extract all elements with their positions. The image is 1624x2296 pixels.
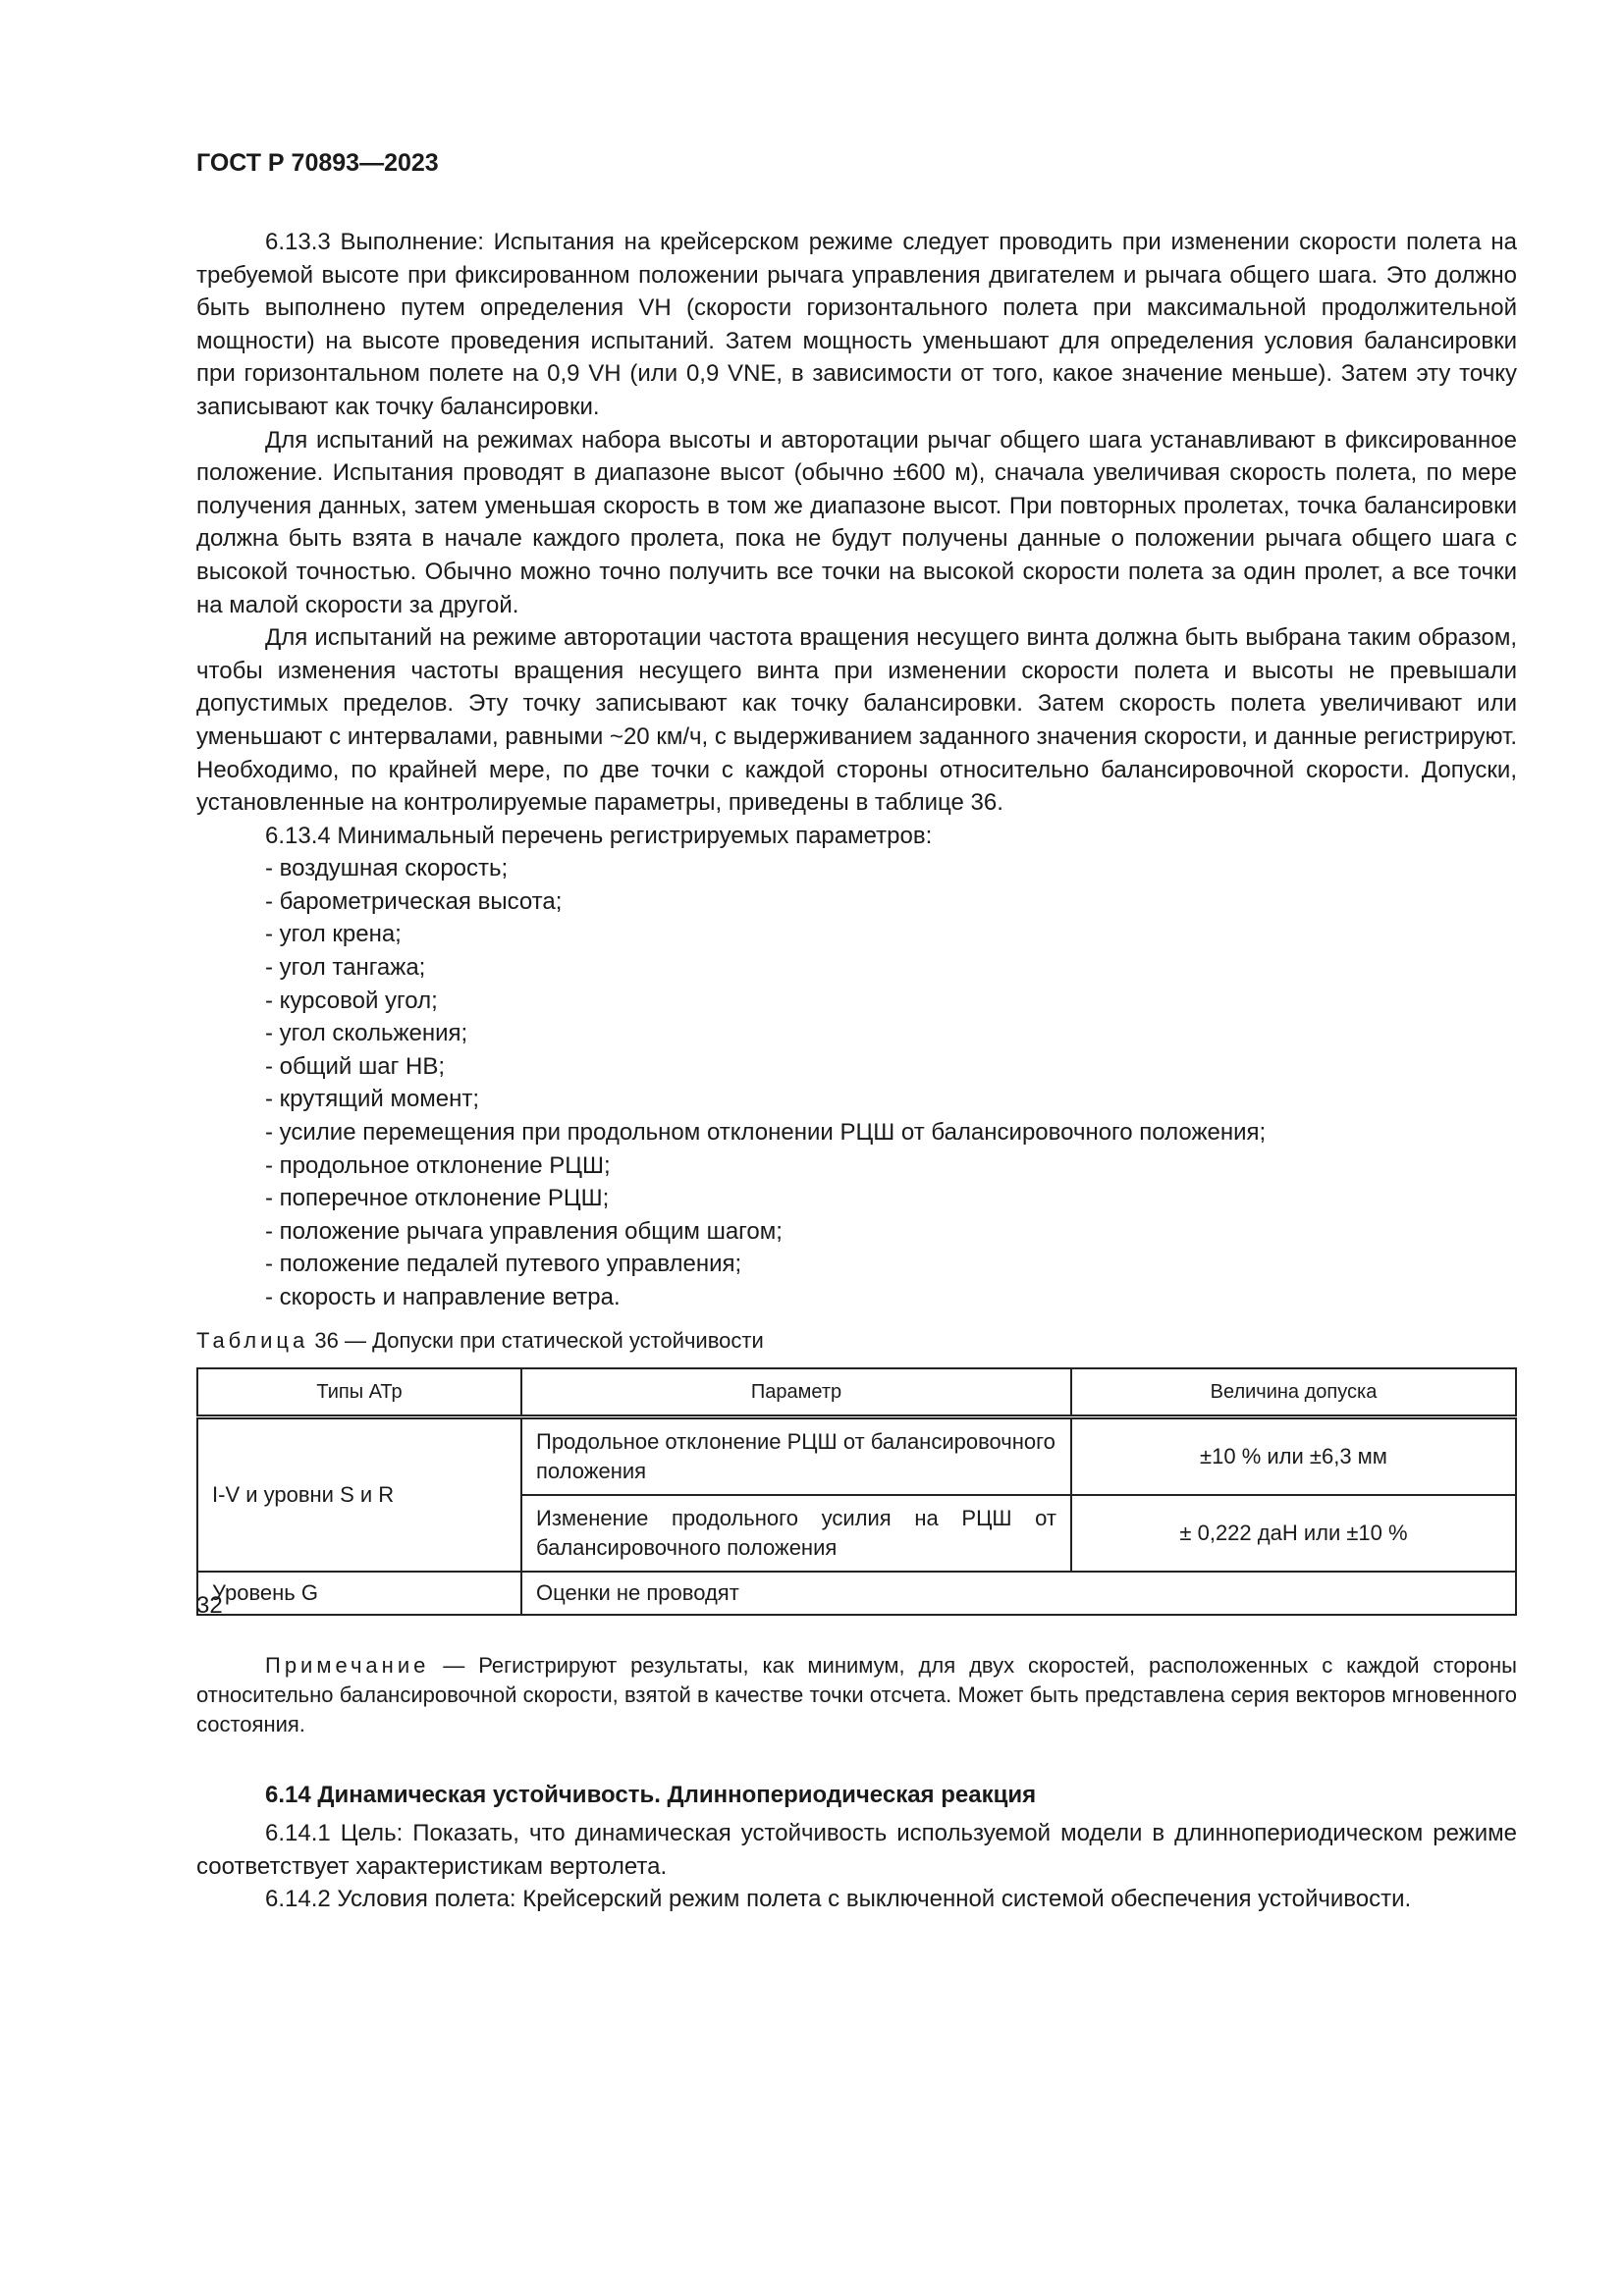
list-item: - продольное отклонение РЦШ; <box>265 1151 611 1179</box>
paragraph: Для испытаний на режимах набора высоты и авторотации рычаг общего шага устанавливают в фиксированное положение. Испытания проводят в диапазоне высот (обычно ±600 м), сначала увеличивая скорость полета, по мере получения данных, затем уменьшая скорость в том же диапазоне высот. При повторных пролетах, точка балансировки должна быть взята в начале каждого пролета, пока не будут получены данные о положении рычага общего шага с высокой точностью. Обычно можно точно получить все точки на высокой скорости полета за один пролет, а все точки на малой скорости за другой. <box>196 426 1517 618</box>
parameter-list <box>196 852 1517 1313</box>
list-item: - поперечное отклонение РЦШ; <box>265 1185 610 1212</box>
list-item: - общий шаг НВ; <box>265 1052 446 1080</box>
paragraph: 6.14.1 Цель: Показать, что динамическая устойчивость используемой модели в длиннопериодическом режиме соответствует характеристикам вертолета. <box>196 1820 1517 1880</box>
list-item: - угол скольжения; <box>265 1020 468 1047</box>
table-note: Примечание — Регистрируют результаты, как минимум, для двух скоростей, расположенных с каждой стороны относительно балансировочной скорости, взятой в качестве точки отсчета. Может быть представлена серия векторов мгновенного состояния. <box>196 1652 1517 1736</box>
table-caption: Таблица 36 — Допуски при статической устойчивости <box>196 1327 764 1353</box>
list-item: - усилие перемещения при продольном отклонении РЦШ от балансировочного положения; <box>265 1119 1267 1147</box>
section-heading: 6.14 Динамическая устойчивость. Длиннопериодическая реакция <box>265 1781 1037 1808</box>
list-item: - крутящий момент; <box>265 1086 480 1113</box>
table-header-row: Типы АТр Параметр Величина допуска <box>197 1368 1516 1417</box>
list-item: - курсовой угол; <box>265 987 438 1014</box>
paragraph: 6.13.4 Минимальный перечень регистрируемых параметров: <box>265 822 933 849</box>
list-item: - угол тангажа; <box>265 954 426 982</box>
page-number: 32 <box>196 1592 223 1619</box>
document-body <box>196 226 1517 1916</box>
document-header: ГОСТ Р 70893—2023 <box>196 149 439 177</box>
list-item: - положение рычага управления общим шагом; <box>265 1217 783 1245</box>
list-item: - воздушная скорость; <box>265 855 509 882</box>
list-item: - скорость и направление ветра. <box>265 1284 621 1310</box>
list-item: - положение педалей путевого управления; <box>265 1251 742 1278</box>
tolerance-table <box>196 1367 1517 1616</box>
table-row: Уровень G Оценки не проводят <box>197 1572 1516 1615</box>
list-item: - барометрическая высота; <box>265 887 563 915</box>
table-row: Изменение продольного усилия на РЦШ от балансировочного положения ± 0,222 даН или ±10 % <box>197 1495 1516 1572</box>
table-row: I-V и уровни S и R Продольное отклонение РЦШ от балансировочного положения ±10 % или ±6,3 мм <box>197 1416 1516 1495</box>
paragraph: Для испытаний на режиме авторотации частота вращения несущего винта должна быть выбрана таким образом, чтобы изменения частоты вращения несущего винта при изменении скорости полета и высоты не превышали допустимых пределов. Эту точку записывают как точку балансировки. Затем скорость полета увеличивают или уменьшают с интервалами, равными ~20 км/ч, с выдерживанием заданного значения скорости, и данные регистрируют. Необходимо, по крайней мере, по две точки с каждой стороны относительно балансировочной скорости. Допуски, установленные на контролируемые параметры, приведены в таблице 36. <box>196 624 1517 817</box>
list-item: - угол крена; <box>265 921 402 948</box>
paragraph: 6.13.3 Выполнение: Испытания на крейсерском режиме следует проводить при изменении скорости полета на требуемой высоте при фиксированном положении рычага управления двигателем и рычага общего шага. Это должно быть выполнено путем определения VH (скорости горизонтального полета при максимальной продолжительной мощности) на высоте проведения испытаний. Затем мощность уменьшают для определения условия балансировки при горизонтальном полете на 0,9 VH (или 0,9 VNE, в зависимости от того, какое значение меньше). Затем эту точку записывают как точку балансировки. <box>196 229 1517 420</box>
paragraph: 6.14.2 Условия полета: Крейсерский режим полета с выключенной системой обеспечения устойчивости. <box>265 1886 1412 1913</box>
